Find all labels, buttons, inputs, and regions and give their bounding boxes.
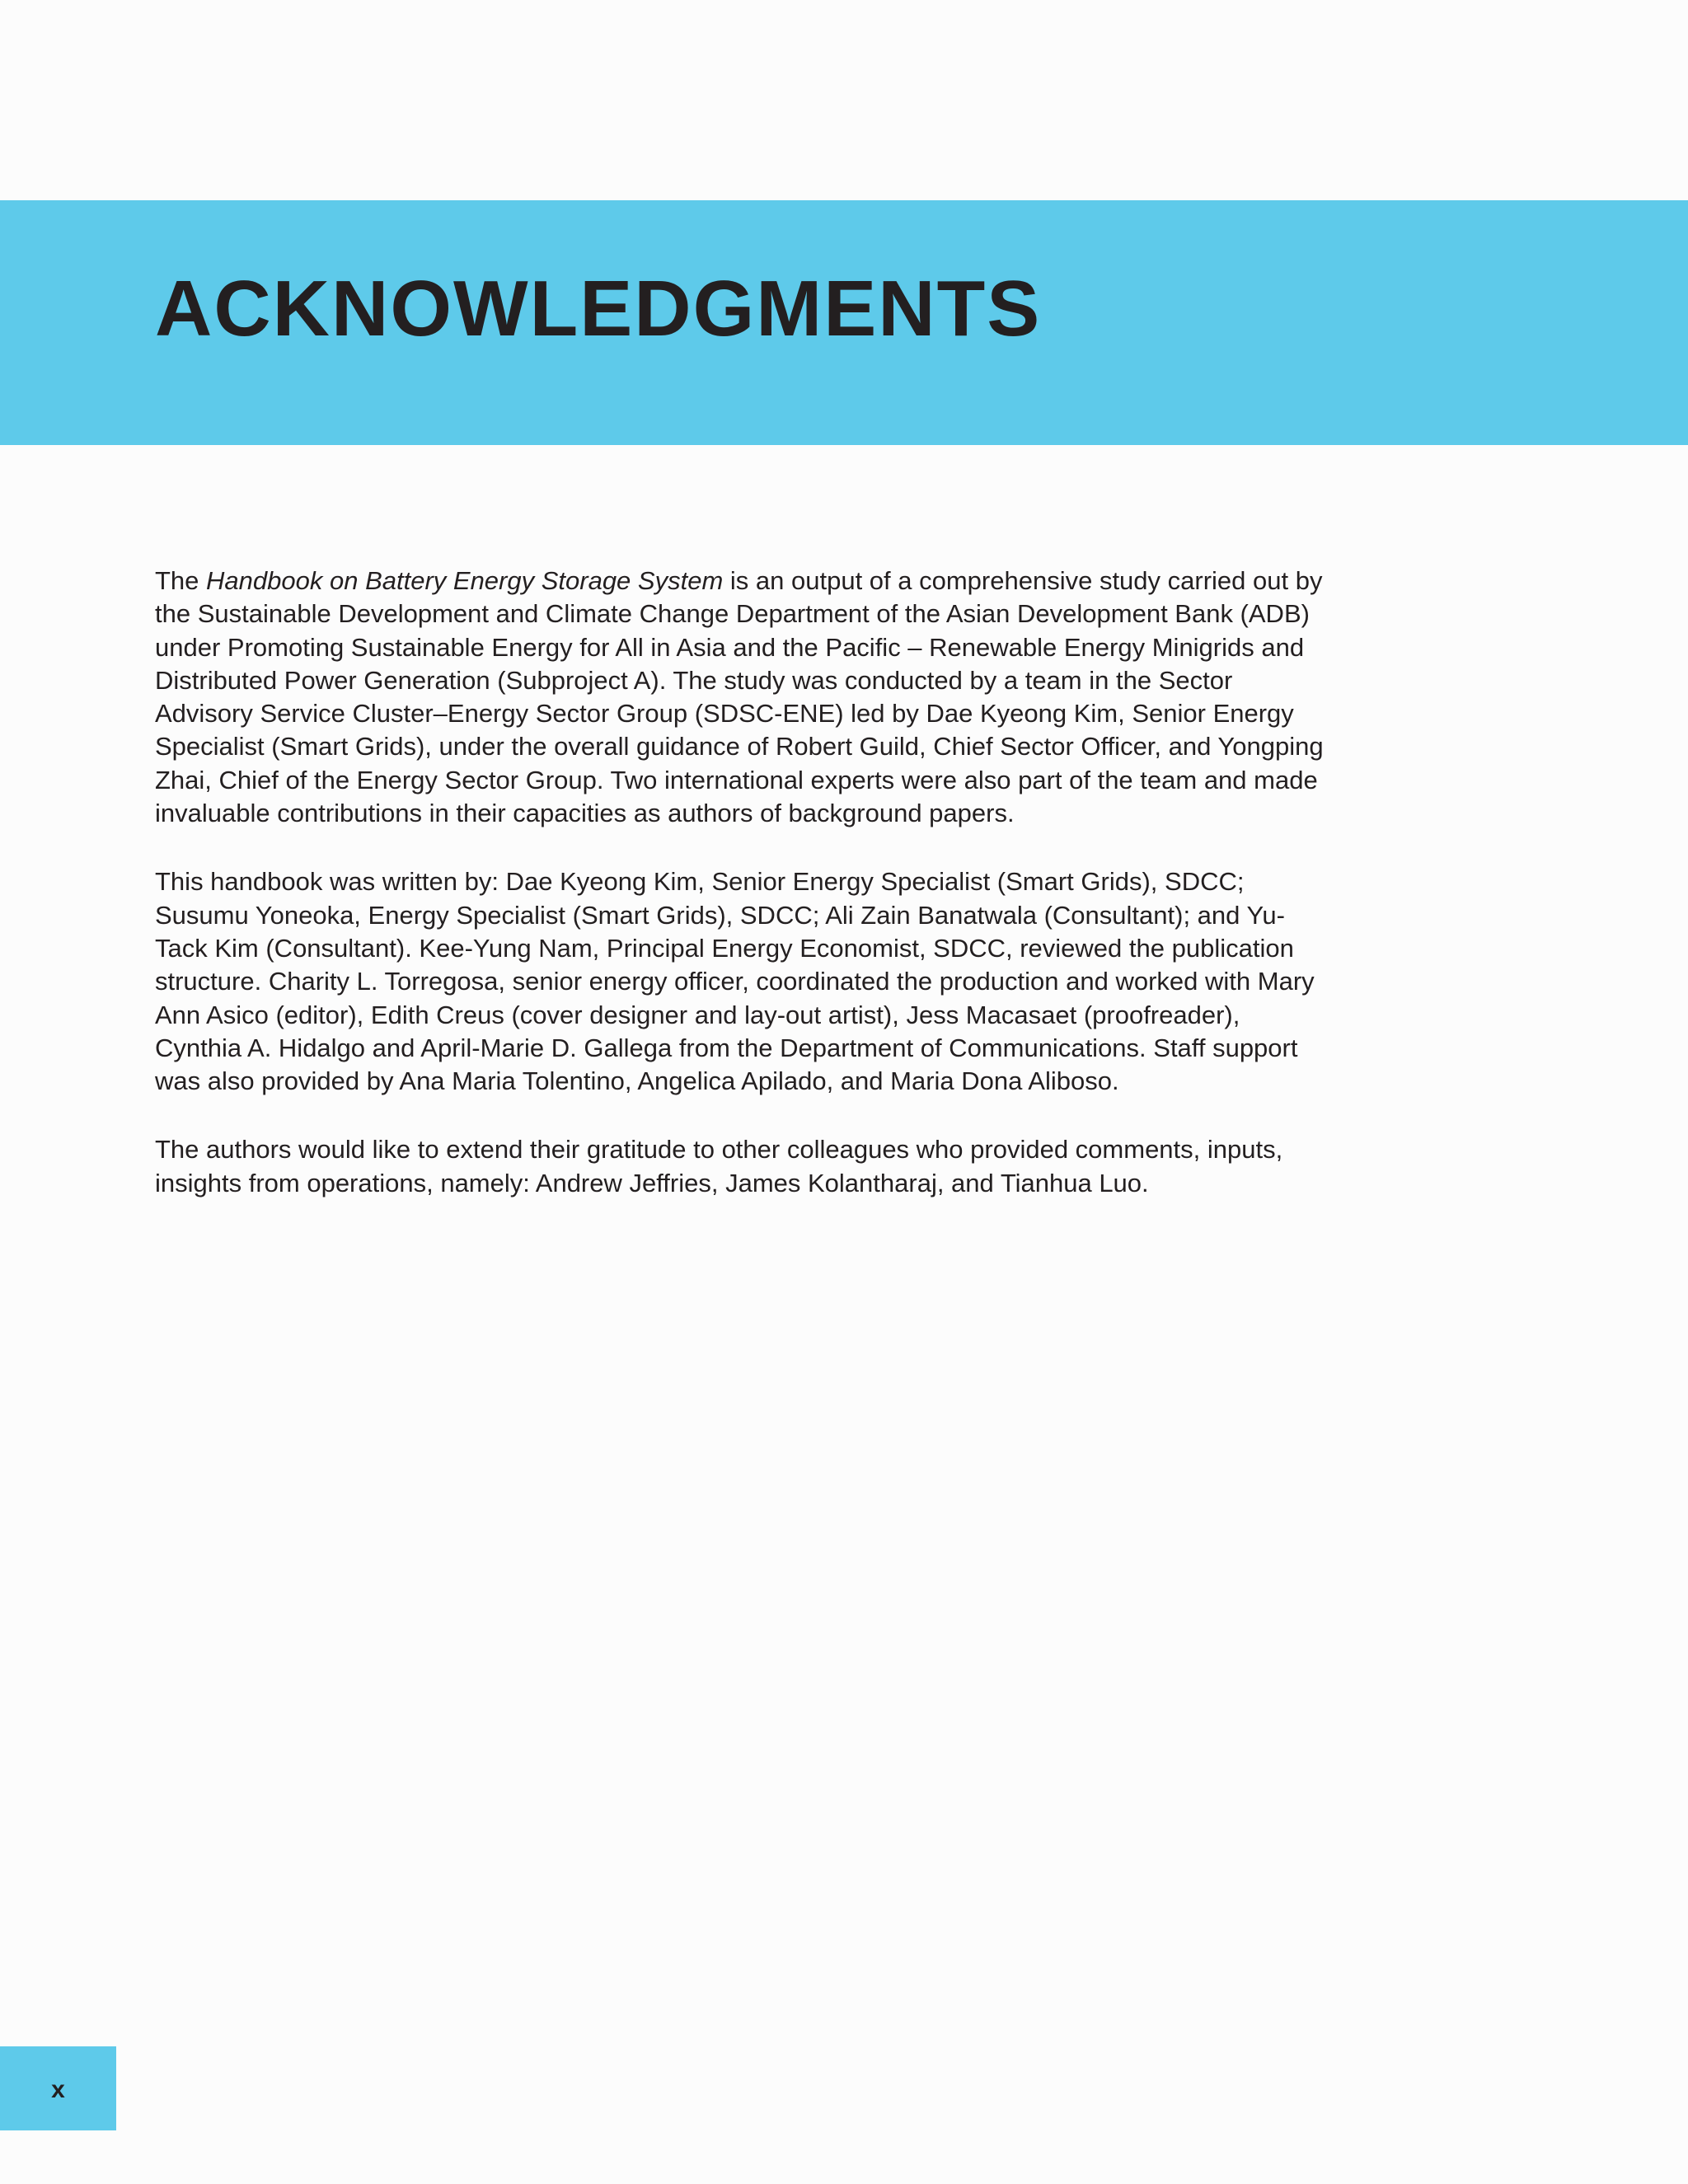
page-title: ACKNOWLEDGMENTS xyxy=(155,265,1042,353)
paragraph-intro-prefix: The xyxy=(155,566,207,595)
page-number-box xyxy=(0,2046,116,2130)
paragraph-gratitude: The authors would like to extend their gratitude to other colleagues who provided comments, inputs, insights from operations, namely: Andrew Jeffries, James Kolantharaj, and Tianhua Luo. xyxy=(155,1135,1283,1197)
body-text xyxy=(155,565,1334,1235)
paragraph-intro-suffix: is an output of a comprehensive study carried out by the Sustainable Development and Climate Change Department of the Asian Development Bank (ADB) under Promoting Sustainable Energy for All in Asia and the Pacific – Renewable Energy Minigrids and Distributed Power Generation (Subproject A). The study was conducted by a team in the Sector Advisory Service Cluster–Energy Sector Group (SDSC-ENE) led by Dae Kyeong Kim, Senior Energy Specialist (Smart Grids), under the overall guidance of Robert Guild, Chief Sector Officer, and Yongping Zhai, Chief of the Energy Sector Group. Two international experts were also part of the team and made invaluable contributions in their capacities as authors of background papers. xyxy=(155,566,1324,828)
paragraph-authors: This handbook was written by: Dae Kyeong Kim, Senior Energy Specialist (Smart Grids), SDCC; Susumu Yoneoka, Energy Specialist (Smart Grids), SDCC; Ali Zain Banatwala (Consultant); and Yu-Tack Kim (Consultant). Kee-Yung Nam, Principal Energy Economist, SDCC, reviewed the publication structure. Charity L. Torregosa, senior energy officer, coordinated the production and worked with Mary Ann Asico (editor), Edith Creus (cover designer and lay-out artist), Jess Macasaet (proofreader), Cynthia A. Hidalgo and April-Marie D. Gallega from the Department of Communications. Staff support was also provided by Ana Maria Tolentino, Angelica Apilado, and Maria Dona Aliboso. xyxy=(155,867,1315,1096)
page-number: x xyxy=(51,2076,65,2103)
publication-title: Handbook on Battery Energy Storage System xyxy=(206,566,724,595)
paragraph-intro xyxy=(155,565,1334,830)
